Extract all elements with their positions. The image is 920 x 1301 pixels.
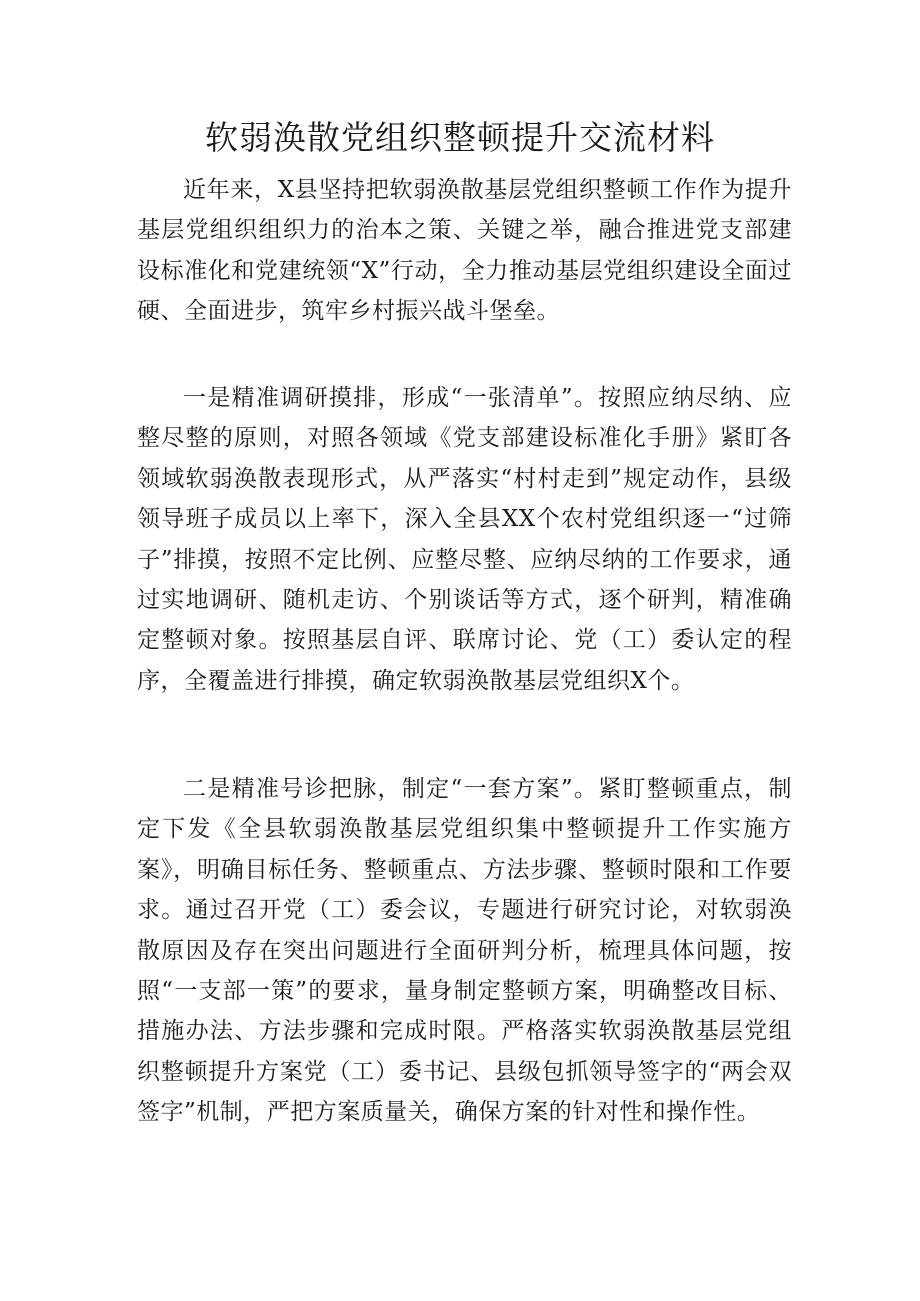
- paragraph-point-one: 一是精准调研摸排，形成“一张清单”。按照应纳尽纳、应整尽整的原则，对照各领域《党支部建设标准化手册》紧盯各领域软弱涣散表现形式，从严落实“村村走到”规定动作，县级领导班子成员以上率下，深入全县XX个农村党组织逐一“过筛子”排摸，按照不定比例、应整尽整、应纳尽纳的工作要求，通过实地调研、随机走访、个别谈话等方式，逐个研判，精准确定整顿对象。按照基层自评、联席讨论、党（工）委认定的程序，全覆盖进行排摸，确定软弱涣散基层党组织X个。: [137, 385, 792, 694]
- paragraph-point-two: 二是精准号诊把脉，制定“一套方案”。紧盯整顿重点，制定下发《全县软弱涣散基层党组织集中整顿提升工作实施方案》，明确目标任务、整顿重点、方法步骤、整顿时限和工作要求。通过召开党（工）委会议，专题进行研究讨论，对软弱涣散原因及存在突出问题进行全面研判分析，梳理具体问题，按照“一支部一策”的要求，量身制定整顿方案，明确整改目标、措施办法、方法步骤和完成时限。严格落实软弱涣散基层党组织整顿提升方案党（工）委书记、县级包抓领导签字的“两会双签字”机制，严把方案质量关，确保方案的针对性和操作性。: [137, 776, 792, 1126]
- document-title: 软弱涣散党组织整顿提升交流材料: [205, 118, 715, 157]
- paragraph-intro: 近年来，X县坚持把软弱涣散基层党组织整顿工作作为提升基层党组织组织力的治本之策、关键之举，融合推进党支部建设标准化和党建统领“X”行动，全力推动基层党组织建设全面过硬、全面进步，筑牢乡村振兴战斗堡垒。: [137, 177, 792, 325]
